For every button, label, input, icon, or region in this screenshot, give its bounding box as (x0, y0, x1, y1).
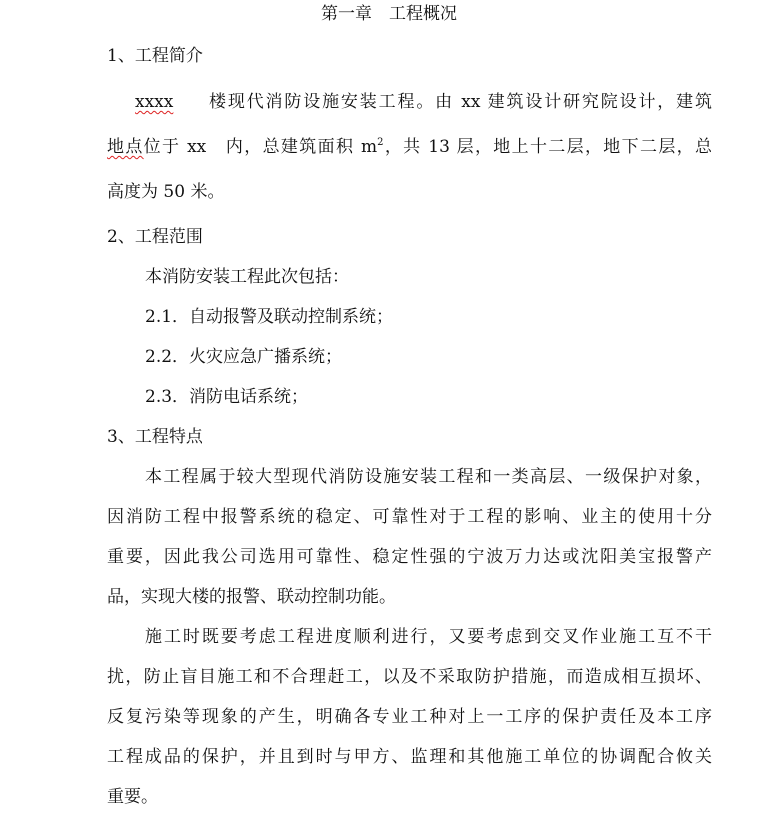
area-unit-superscript: 2 (377, 137, 384, 148)
intro-line-2 (107, 135, 712, 159)
features-para2-line: 施工时既要考虑工程进度顺利进行，又要考虑到交叉作业施工互不干 (145, 627, 712, 647)
intro-line-3: 高度为 50 米。 (107, 182, 225, 202)
features-para2-line: 反复污染等现象的产生，明确各专业工种对上一工序的保护责任及本工序 (107, 707, 712, 727)
intro-line-2-rest: ，共 13 层，地上十二层，地下二层，总 (383, 137, 712, 157)
intro-line-2-text: 位于 xx 内，总建筑面积 m (143, 137, 378, 157)
project-name-placeholder (135, 90, 173, 114)
features-para1-line: 品，实现大楼的报警、联动控制功能。 (107, 587, 396, 607)
features-para1-line: 本工程属于较大型现代消防设施安装工程和一类高层、一级保护对象， (145, 467, 712, 487)
features-para2-line: 工程成品的保护，并且到时与甲方、监理和其他施工单位的协调配合攸关 (107, 747, 712, 767)
section-1-heading: 1、工程简介 (107, 46, 203, 66)
scope-item: 2.3．消防电话系统； (145, 387, 309, 407)
project-name: xxxx (135, 92, 174, 112)
intro-line-1: 楼现代消防设施安装工程。由 xx 建筑设计研究院设计，建筑 (209, 92, 712, 112)
features-para1-line: 因消防工程中报警系统的稳定、可靠性对于工程的影响、业主的使用十分 (107, 507, 712, 527)
chapter-title: 第一章 工程概况 (321, 4, 457, 24)
scope-item: 2.2．火灾应急广播系统； (145, 347, 343, 367)
scope-intro: 本消防安装工程此次包括： (145, 267, 349, 287)
features-para2-line: 重要。 (107, 787, 158, 807)
features-para2-line: 扰，防止盲目施工和不合理赶工，以及不采取防护措施，而造成相互损坏、 (107, 667, 712, 687)
section-3-heading: 3、工程特点 (107, 427, 203, 447)
section-2-heading: 2、工程范围 (107, 227, 203, 247)
scope-item: 2.1．自动报警及联动控制系统； (145, 307, 394, 327)
location-word: 地点 (107, 137, 144, 157)
features-para1-line: 重要，因此我公司选用可靠性、稳定性强的宁波万力达或沈阳美宝报警产 (107, 547, 712, 567)
